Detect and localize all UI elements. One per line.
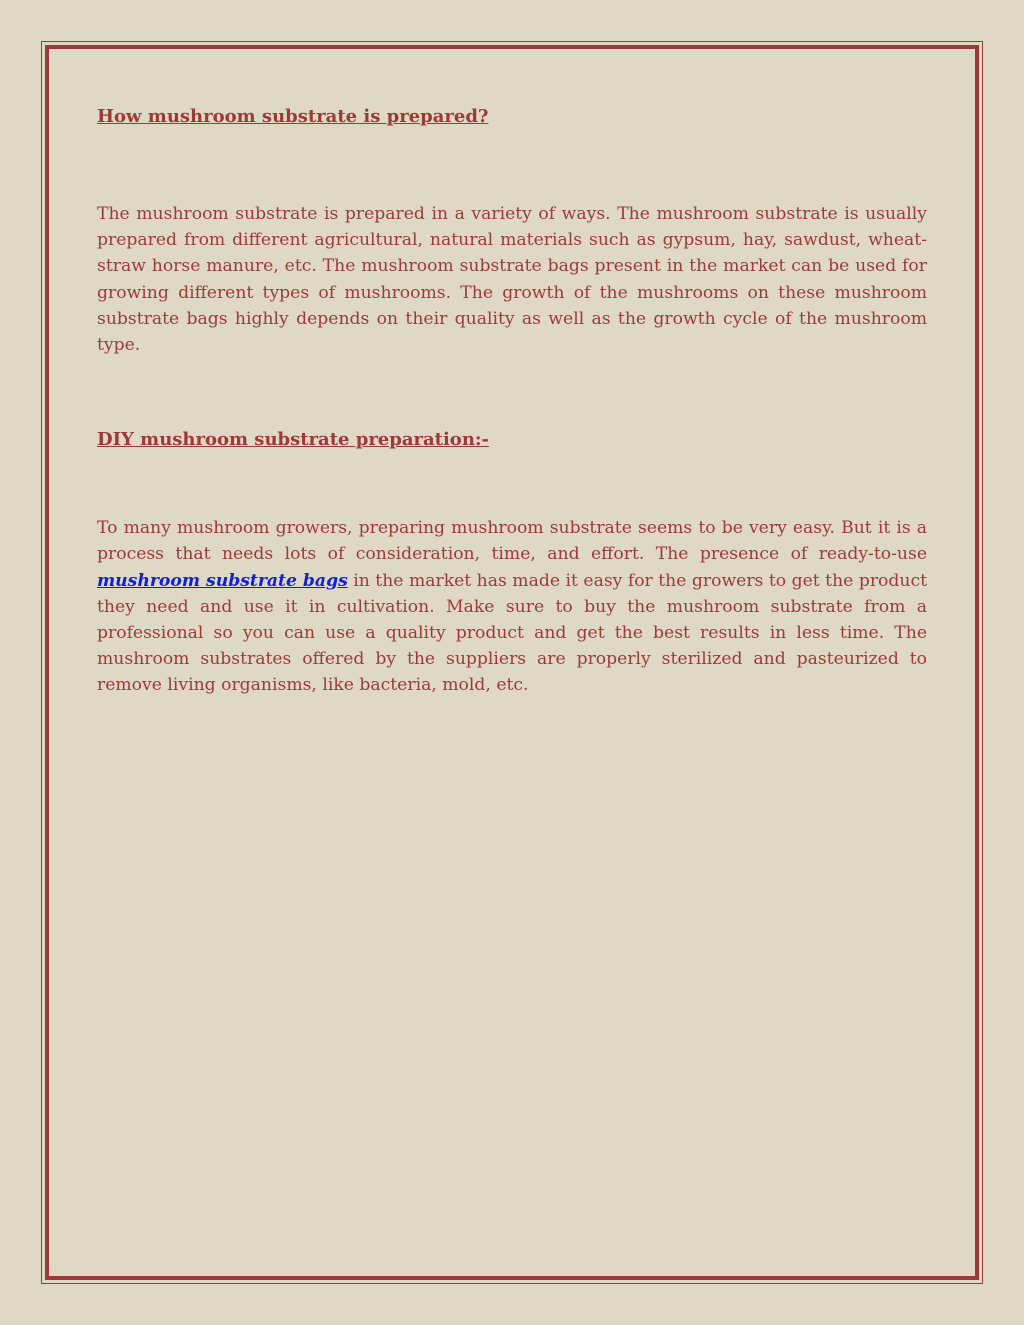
paragraph-text-after-link: in the market has made it easy for the growers to get the product they need and use it in cultivation. Make sure to buy the mushroom substrate from a professional so you can use a quality product and get the best results in less time. The mushroom substrates offered by the suppliers are properly sterilized and pasteurized to remove living organisms, like bacteria, mold, etc. — [97, 570, 927, 696]
section-heading-substrate-preparation: How mushroom substrate is prepared? — [97, 106, 489, 127]
section-heading-diy-preparation: DIY mushroom substrate preparation:- — [97, 429, 490, 451]
document-content — [97, 104, 927, 699]
paragraph-text-before-link: To many mushroom growers, preparing mushroom substrate seems to be very easy. But it is a process that needs lots of consideration, time, and effort. The presence of ready-to-use — [97, 518, 927, 565]
mushroom-substrate-bags-link[interactable]: mushroom substrate bags — [97, 570, 348, 591]
paragraph-substrate-preparation: The mushroom substrate is prepared in a variety of ways. The mushroom substrate is usually prepared from different agricultural, natural materials such as gypsum, hay, sawdust, wheat-straw horse manure, etc. The mushroom substrate bags present in the market can be used for growing different types of mushrooms. The growth of the mushrooms on these mushroom substrate bags highly depends on their quality as well as the growth cycle of the mushroom type. — [97, 204, 927, 356]
paragraph-diy-preparation — [97, 515, 927, 698]
